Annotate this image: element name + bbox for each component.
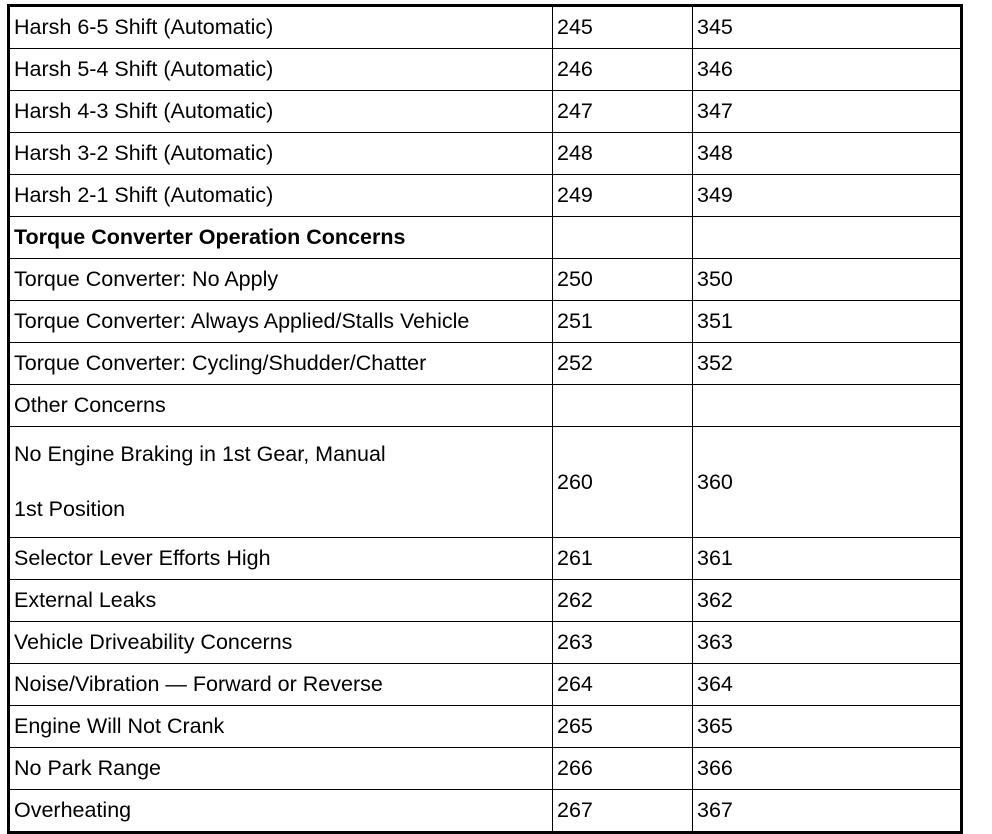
symptom-description: Harsh 3-2 Shift (Automatic) bbox=[9, 133, 553, 175]
code-column-3: 350 bbox=[693, 259, 962, 301]
code-column-2: 260 bbox=[553, 427, 693, 538]
code-column-2: 265 bbox=[553, 706, 693, 748]
code-column-2: 247 bbox=[553, 91, 693, 133]
code-column-2: 248 bbox=[553, 133, 693, 175]
description-line: 1st Position bbox=[14, 497, 126, 521]
table-row bbox=[9, 259, 962, 301]
section-header-row bbox=[9, 217, 962, 259]
symptom-description: Vehicle Driveability Concerns bbox=[9, 622, 553, 664]
table-row bbox=[9, 622, 962, 664]
code-column-2: 251 bbox=[553, 301, 693, 343]
code-column-3: 363 bbox=[693, 622, 962, 664]
table-row bbox=[9, 301, 962, 343]
code-column-3: 347 bbox=[693, 91, 962, 133]
table-row bbox=[9, 427, 962, 538]
code-column-2: 266 bbox=[553, 748, 693, 790]
symptom-description: Harsh 5-4 Shift (Automatic) bbox=[9, 49, 553, 91]
symptom-description: Torque Converter: Always Applied/Stalls Vehicle bbox=[9, 301, 553, 343]
symptom-description: Overheating bbox=[9, 790, 553, 833]
symptom-code-table bbox=[7, 4, 963, 834]
symptom-description: Harsh 4-3 Shift (Automatic) bbox=[9, 91, 553, 133]
code-column-2: 245 bbox=[553, 6, 693, 49]
code-column-3: 346 bbox=[693, 49, 962, 91]
table-row bbox=[9, 664, 962, 706]
description-line: No Engine Braking in 1st Gear, Manual bbox=[14, 442, 386, 466]
code-column-3: 349 bbox=[693, 175, 962, 217]
table-row bbox=[9, 49, 962, 91]
symptom-description: Selector Lever Efforts High bbox=[9, 538, 553, 580]
symptom-description: Torque Converter: No Apply bbox=[9, 259, 553, 301]
code-column-3: 351 bbox=[693, 301, 962, 343]
code-column-3: 364 bbox=[693, 664, 962, 706]
code-column-2: 249 bbox=[553, 175, 693, 217]
code-column-2: 250 bbox=[553, 259, 693, 301]
code-column-2: 262 bbox=[553, 580, 693, 622]
code-column-2: 246 bbox=[553, 49, 693, 91]
table-row bbox=[9, 790, 962, 833]
table-row bbox=[9, 748, 962, 790]
table-row bbox=[9, 706, 962, 748]
section-header-row bbox=[9, 385, 962, 427]
symptom-description: Engine Will Not Crank bbox=[9, 706, 553, 748]
symptom-description: Harsh 6-5 Shift (Automatic) bbox=[9, 6, 553, 49]
code-column-2: 267 bbox=[553, 790, 693, 833]
code-column-3: 361 bbox=[693, 538, 962, 580]
table-row bbox=[9, 343, 962, 385]
symptom-description bbox=[9, 427, 553, 538]
section-heading: Other Concerns bbox=[9, 385, 553, 427]
code-column-2: 252 bbox=[553, 343, 693, 385]
code-column-2: 264 bbox=[553, 664, 693, 706]
code-column-3 bbox=[693, 385, 962, 427]
code-column-3: 366 bbox=[693, 748, 962, 790]
code-column-2: 263 bbox=[553, 622, 693, 664]
symptom-description: Harsh 2-1 Shift (Automatic) bbox=[9, 175, 553, 217]
code-column-3: 345 bbox=[693, 6, 962, 49]
table-row bbox=[9, 6, 962, 49]
table-row bbox=[9, 580, 962, 622]
table-row bbox=[9, 91, 962, 133]
code-column-3: 352 bbox=[693, 343, 962, 385]
section-heading: Torque Converter Operation Concerns bbox=[9, 217, 553, 259]
table-row bbox=[9, 133, 962, 175]
table-row bbox=[9, 175, 962, 217]
code-column-3: 365 bbox=[693, 706, 962, 748]
symptom-description: No Park Range bbox=[9, 748, 553, 790]
code-column-3 bbox=[693, 217, 962, 259]
code-column-2: 261 bbox=[553, 538, 693, 580]
symptom-description: Torque Converter: Cycling/Shudder/Chatter bbox=[9, 343, 553, 385]
code-column-3: 362 bbox=[693, 580, 962, 622]
code-column-2 bbox=[553, 385, 693, 427]
code-column-3: 360 bbox=[693, 427, 962, 538]
symptom-description: Noise/Vibration — Forward or Reverse bbox=[9, 664, 553, 706]
code-column-3: 367 bbox=[693, 790, 962, 833]
code-column-2 bbox=[553, 217, 693, 259]
symptom-description: External Leaks bbox=[9, 580, 553, 622]
code-column-3: 348 bbox=[693, 133, 962, 175]
table-row bbox=[9, 538, 962, 580]
